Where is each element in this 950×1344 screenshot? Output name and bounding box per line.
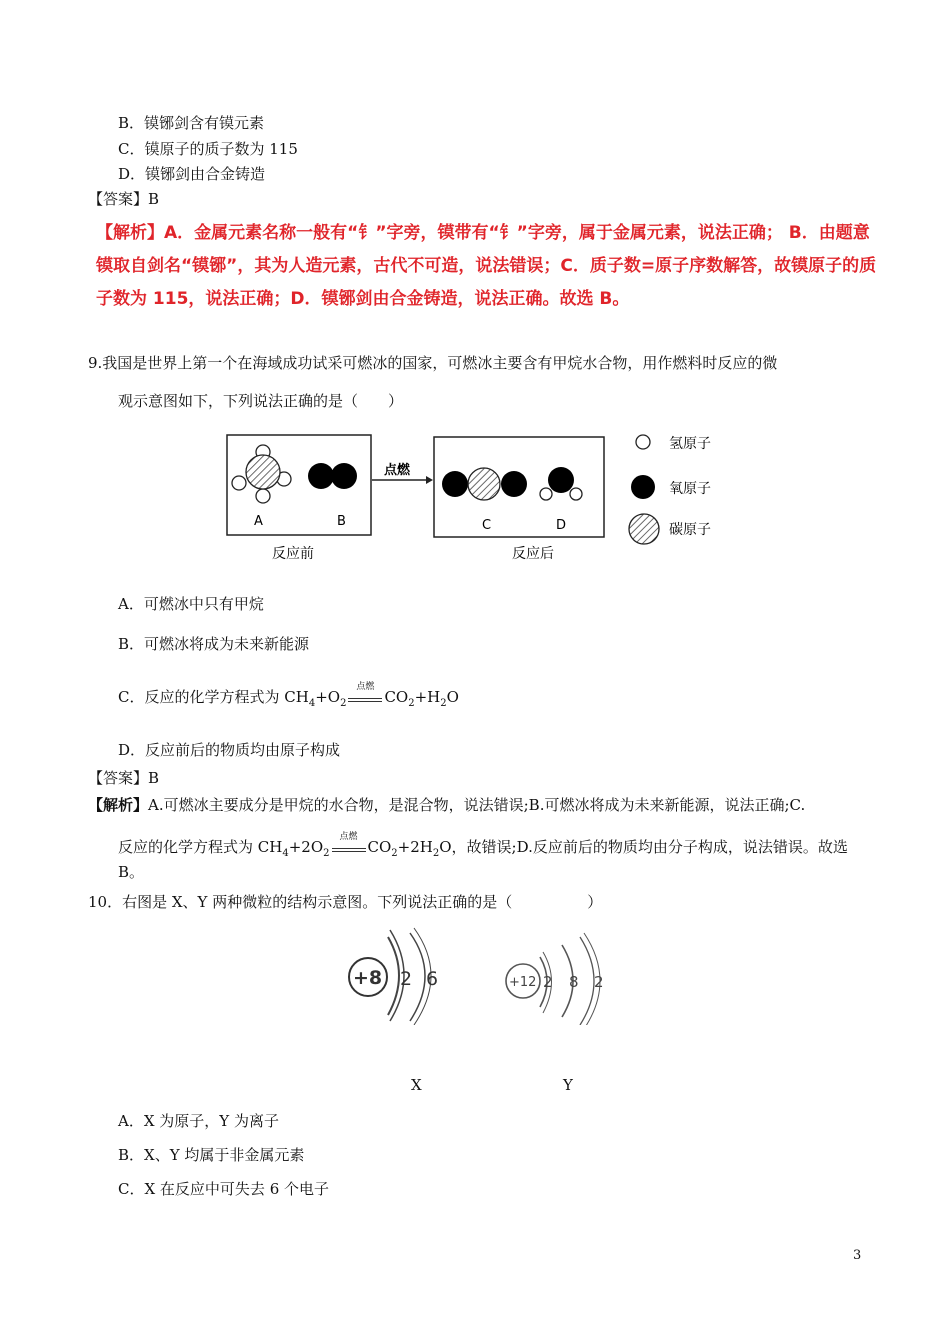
q9-option-b: B．可燃冰将成为未来新能源 [118, 635, 310, 653]
x-shell-2: 6 [426, 968, 439, 990]
y-shell-1: 2 [543, 973, 553, 991]
label-x: X [411, 1076, 422, 1094]
y-nucleus: +12 [509, 975, 537, 990]
q9-optc-sub2b: 2 [408, 698, 415, 709]
q10-option-c: C．X 在反应中可失去 6 个电子 [118, 1180, 330, 1198]
q9-analysis-l1: A.可燃冰主要成分是甲烷的水合物，是混合物，说法错误;B.可燃冰将成为未来新能源，说法正确;C. [148, 796, 806, 814]
q10-option-b: B．X、Y 均属于非金属元素 [118, 1146, 305, 1164]
q9-a-l2e: CO [367, 838, 392, 856]
q9-a-l2c: +2O [288, 838, 324, 856]
q9-option-d: D．反应前后的物质均由原子构成 [118, 741, 341, 759]
q9-analysis-line2 [118, 832, 848, 859]
q9-optc-h: +H [414, 688, 441, 706]
carbon-dioxide-molecule [442, 468, 527, 500]
q8-analysis-text: A．金属元素名称一般有“钅”字旁，镆带有“钅”字旁，属于金属元素，说法正确； B．由题意镆取自剑名“镆铘”，其为人造元素，古代不可造，说法错误；C．质子数=原子序数解答，故镆原子的质子数为 115，说法正确；D．镆铘剑由合金铸造，说法正确。故选 B。 [96, 223, 877, 309]
q9-optc-o2: O [446, 688, 459, 706]
y-shell-2: 8 [569, 973, 579, 991]
label-after: 反应后 [512, 546, 554, 562]
q10-atom-diagrams [340, 925, 620, 1025]
oxygen-molecule [308, 463, 357, 489]
x-nucleus: +8 [353, 967, 383, 989]
q8-option-b: B．镆铘剑含有镆元素 [118, 114, 265, 132]
q9-a-l2d: 2 [323, 848, 330, 859]
legend-hydrogen: 氢原子 [669, 436, 711, 452]
q9-optc-prefix: C．反应的化学方程式为 [118, 688, 285, 706]
label-y: Y [563, 1076, 573, 1094]
water-molecule [540, 467, 582, 500]
legend-oxygen: 氧原子 [669, 481, 711, 497]
q9-optc-sub4: 4 [308, 698, 316, 709]
q9-stem-line1: 9.我国是世界上第一个在海域成功试采可燃冰的国家，可燃冰主要含有甲烷水合物，用作燃料时反应的微 [88, 354, 778, 372]
q9-option-a: A．可燃冰中只有甲烷 [118, 595, 264, 613]
legend-hydrogen-icon [636, 435, 650, 449]
q9-a-l2b: 4 [282, 848, 289, 859]
q8-option-c: C．镆原子的质子数为 115 [118, 140, 298, 158]
q9-optc-ch: CH [284, 688, 309, 706]
arrow-label: 点燃 [384, 463, 411, 478]
y-shell-3: 2 [594, 973, 604, 991]
q9-optc-sub2: 2 [340, 698, 347, 709]
q10-option-a: A．X 为原子，Y 为离子 [118, 1112, 279, 1130]
methane-molecule [232, 445, 291, 503]
label-c: C [482, 518, 492, 533]
legend-carbon-icon [629, 514, 659, 544]
q9-optc-condition: 点燃 [356, 682, 375, 692]
q9-a-l2f: 2 [391, 848, 398, 859]
q8-answer: 【答案】B [88, 190, 160, 208]
q8-option-d: D．镆铘剑由合金铸造 [118, 165, 266, 183]
label-b: B [337, 514, 346, 529]
label-a: A [254, 514, 263, 529]
q9-a-l2a: 反应的化学方程式为 CH [118, 838, 283, 856]
q9-optc-equals [348, 682, 382, 706]
q9-optc-o: +O [315, 688, 341, 706]
page-number: 3 [853, 1248, 862, 1263]
legend-oxygen-icon [631, 475, 655, 499]
q9-optc-co: CO [384, 688, 409, 706]
q9-analysis-condition: 点燃 [339, 832, 358, 842]
q8-analysis-tag: 【解析】 [96, 223, 164, 243]
q9-a-l2h: 2 [432, 848, 440, 859]
q9-answer: 【答案】B [88, 769, 160, 787]
q9-analysis-line3: B。 [118, 863, 145, 881]
q9-optc-sub2c: 2 [440, 698, 447, 709]
x-shell-1: 2 [400, 968, 413, 990]
q9-stem-line2: 观示意图如下，下列说法正确的是（ ） [118, 392, 404, 410]
q9-reaction-diagram [220, 428, 740, 568]
q8-analysis [96, 217, 886, 316]
q9-analysis-line1 [88, 794, 805, 815]
q9-option-c [118, 682, 459, 709]
q10-stem: 10．右图是 X、Y 两种微粒的结构示意图。下列说法正确的是（ ） [88, 893, 603, 911]
legend-carbon: 碳原子 [669, 522, 711, 538]
q9-a-l2i: O，故错误;D.反应前后的物质均由分子构成，说法错误。故选 [439, 838, 848, 856]
q9-a-l2g: +2H [397, 838, 433, 856]
q9-analysis-tag: 【解析】 [88, 796, 149, 814]
label-d: D [556, 518, 567, 533]
q9-analysis-equals [332, 832, 366, 856]
label-before: 反应前 [272, 546, 314, 562]
